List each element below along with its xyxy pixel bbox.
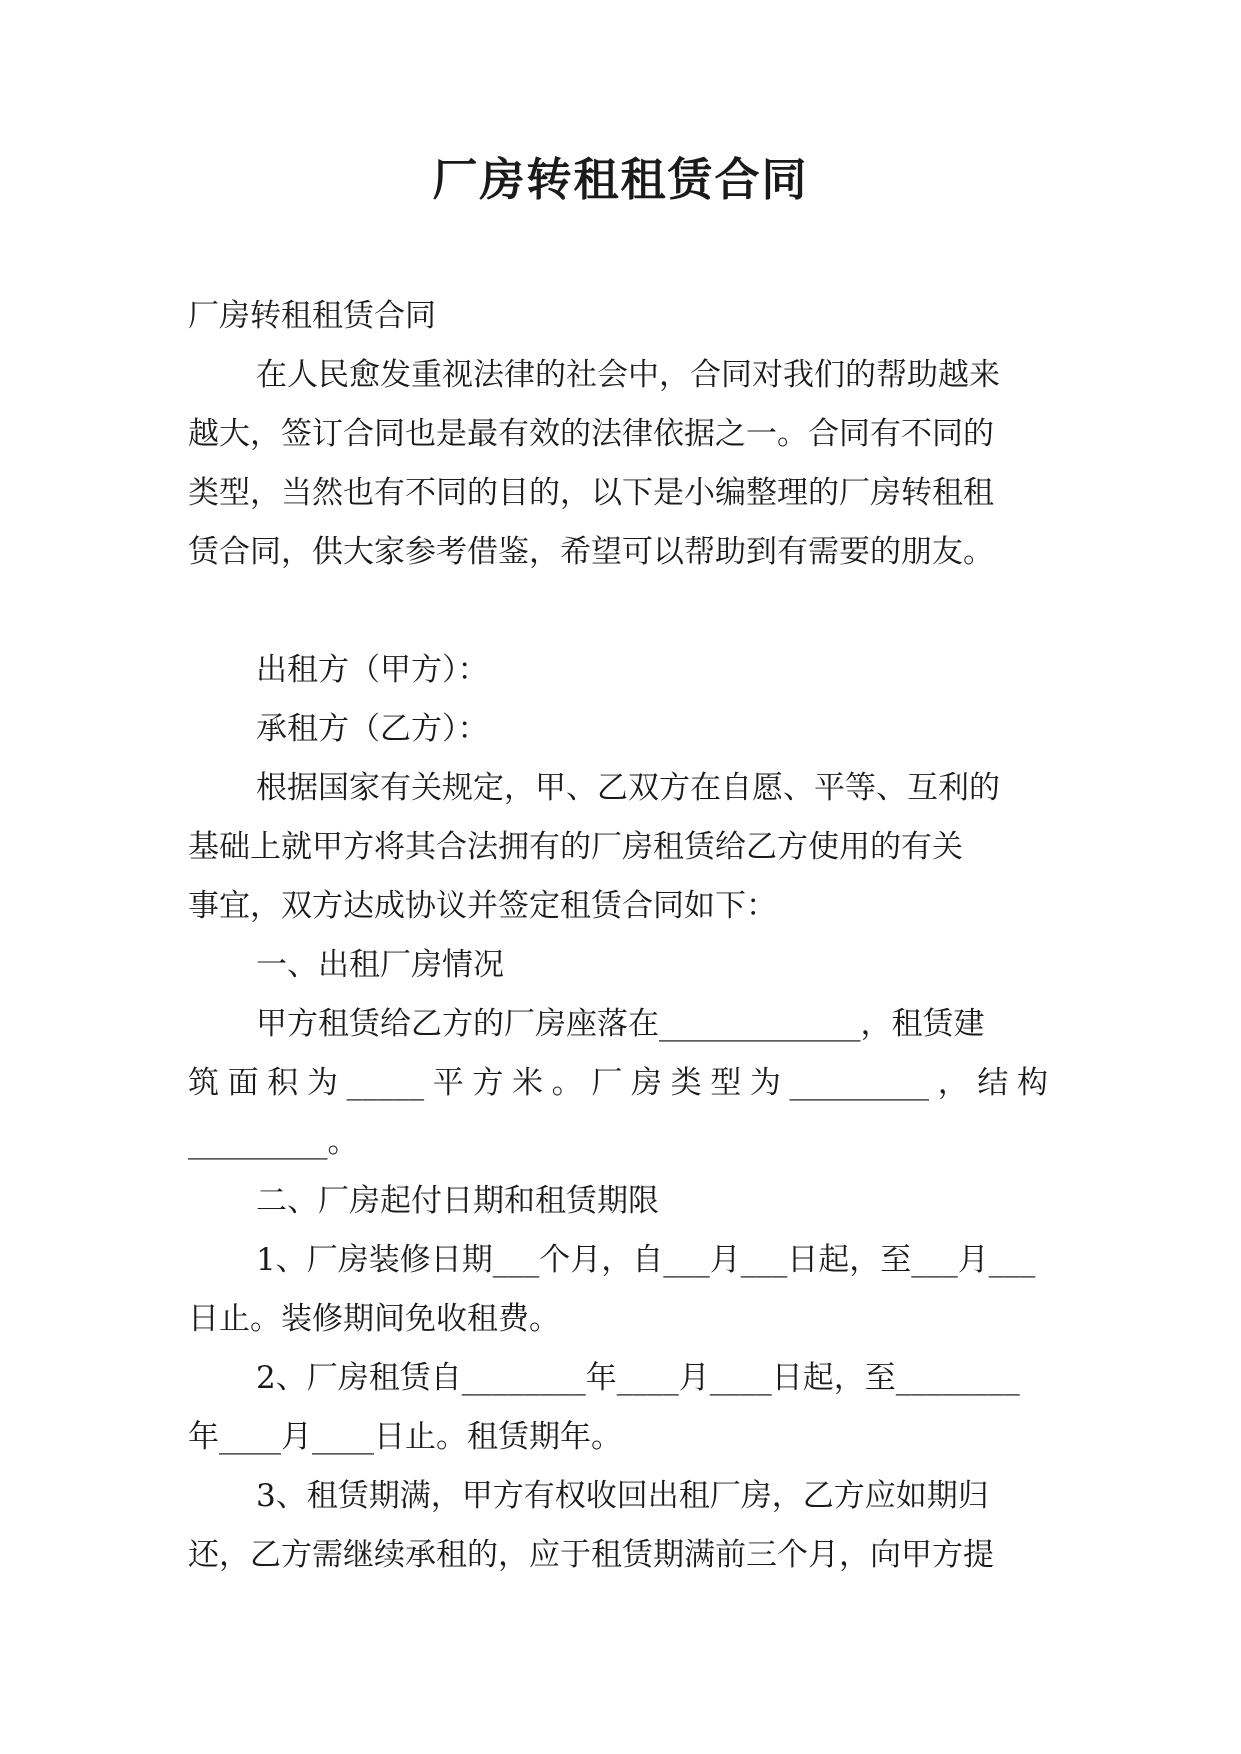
text-line: 3、租赁期满，甲方有权收回出租厂房，乙方应如期归 [256,1478,989,1514]
text-line: 一、出租厂房情况 [256,947,504,983]
text-line: 基础上就甲方将其合法拥有的厂房租赁给乙方使用的有关 [188,829,963,865]
text-line: 事宜，双方达成协议并签定租赁合同如下： [188,888,777,924]
text-line: 筑面积为_____平方米。厂房类型为_________，结构 [188,1065,1048,1101]
text-line: 日止。装修期间免收租费。 [188,1301,560,1337]
text-line: 类型，当然也有不同的目的，以下是小编整理的厂房转租租 [188,475,994,511]
text-line: 1、厂房装修日期___个月，自___月___日起，至___月___ [256,1242,1036,1278]
text-line: 甲方租赁给乙方的厂房座落在_____________，租赁建 [256,1006,985,1042]
text-line: 根据国家有关规定，甲、乙双方在自愿、平等、互利的 [256,770,1000,806]
text-line: 2、厂房租赁自________年____月____日起，至________ [256,1360,1020,1396]
paragraph-spacer [188,582,1048,641]
text-line: 厂房转租租赁合同 [188,298,436,334]
text-line: 还，乙方需继续承租的，应于租赁期满前三个月，向甲方提 [188,1537,994,1573]
text-line: 二、厂房起付日期和租赁期限 [256,1183,659,1219]
document-title: 厂房转租租赁合同 [432,153,809,206]
text-line: 出租方（甲方）： [256,652,489,688]
text-line: 越大，签订合同也是最有效的法律依据之一。合同有不同的 [188,416,994,452]
text-line: 在人民愈发重视法律的社会中，合同对我们的帮助越来 [256,357,1000,393]
text-line: 年____月____日止。租赁期年。 [188,1419,622,1455]
text-line: 承租方（乙方）： [256,711,489,747]
document-body [188,287,1048,1585]
text-line: _________。 [188,1124,359,1160]
text-line: 赁合同，供大家参考借鉴，希望可以帮助到有需要的朋友。 [188,534,994,570]
